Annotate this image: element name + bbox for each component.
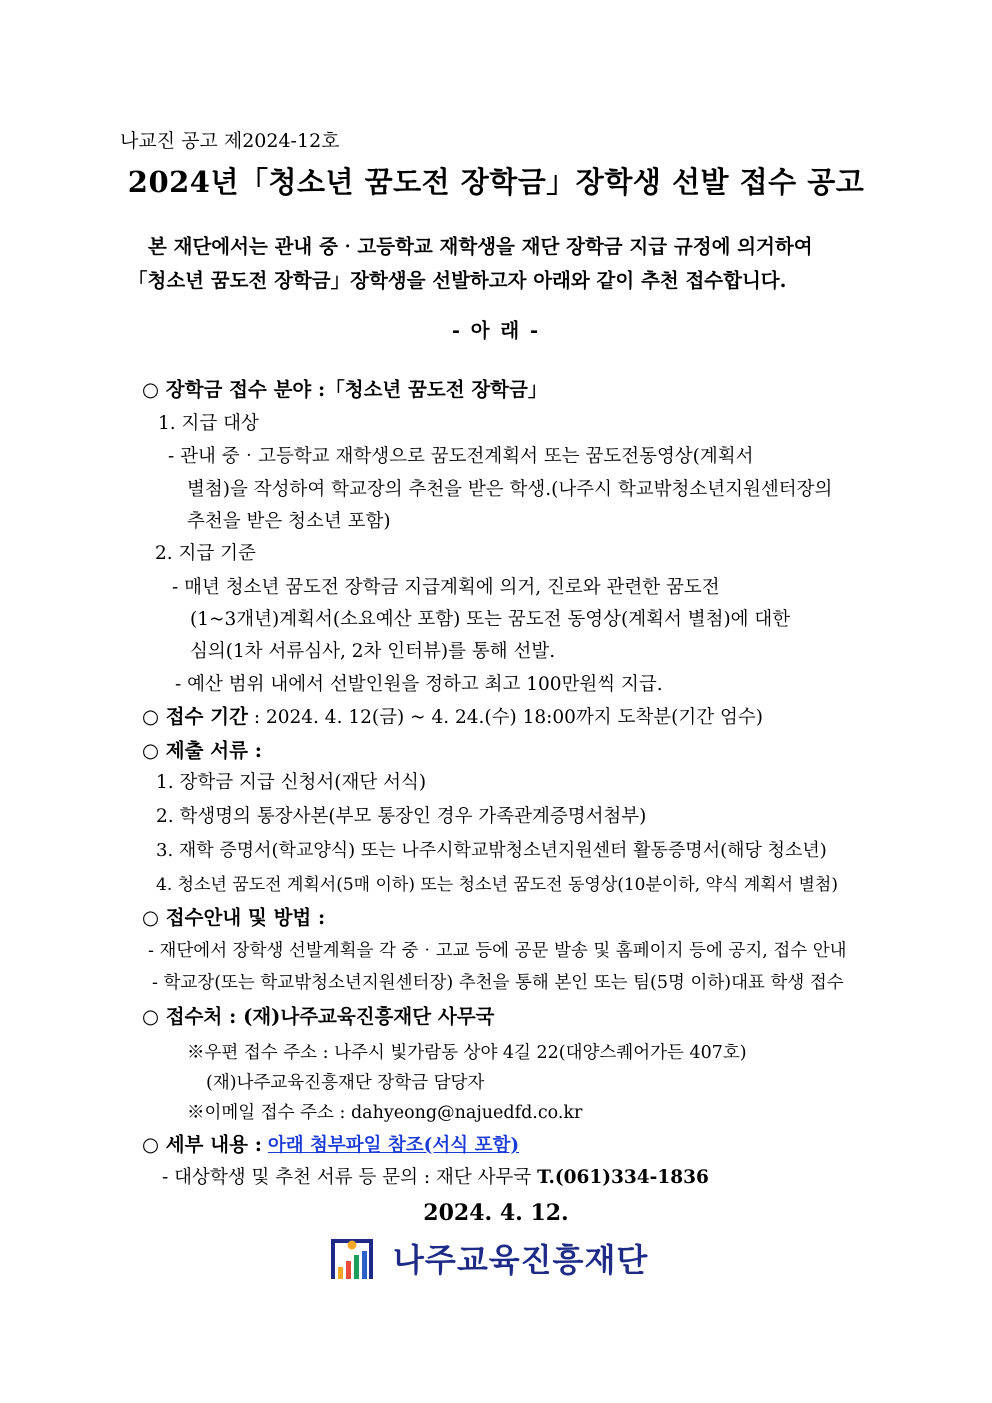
- target-heading: 1. 지급 대상: [158, 413, 259, 434]
- period-row: [142, 704, 763, 731]
- details-label: ○ 세부 내용 :: [142, 1133, 262, 1156]
- period-value: : 2024. 4. 12(금) ~ 4. 24.(수) 18:00까지 도착분(기간 엄수): [253, 707, 763, 728]
- inquiry-text: - 대상학생 및 추천 서류 등 문의 : 재단 사무국: [162, 1167, 532, 1188]
- method-item-1: - 재단에서 장학생 선발계획을 각 중‧고교 등에 공문 발송 및 홈페이지 등에 공지, 접수 안내: [148, 941, 847, 961]
- criteria-line-4: - 예산 범위 내에서 선발인원을 정하고 최고 100만원씩 지급.: [175, 674, 663, 695]
- inquiry-phone: T.(061)334-1836: [537, 1167, 709, 1188]
- attachment-link[interactable]: 아래 첨부파일 참조(서식 포함): [267, 1135, 520, 1156]
- foundation-logo-text: 나주교육진흥재단: [393, 1241, 649, 1279]
- period-label: ○ 접수 기간: [142, 705, 248, 728]
- post-address-line-1: ※우편 접수 주소 : 나주시 빛가람동 상야 4길 22(대양스퀘어가든 407호): [187, 1043, 747, 1063]
- intro-line-2: 「청소년 꿈도전 장학금」장학생을 선발하고자 아래와 같이 추천 접수합니다.: [128, 269, 787, 292]
- foundation-logo-icon: [327, 1233, 377, 1283]
- target-line-2: 별첨)을 작성하여 학교장의 추천을 받은 학생.(나주시 학교밖청소년지원센터장의: [187, 479, 833, 500]
- criteria-line-3: 심의(1차 서류심사, 2차 인터뷰)를 통해 선발.: [190, 641, 556, 662]
- office-heading: ○ 접수처 : (재)나주교육진흥재단 사무국: [142, 1005, 495, 1028]
- field-heading: ○ 장학금 접수 분야 :「청소년 꿈도전 장학금」: [142, 378, 548, 401]
- post-address-line-2: (재)나주교육진흥재단 장학금 담당자: [206, 1073, 485, 1093]
- criteria-heading: 2. 지급 기준: [155, 543, 256, 564]
- documents-heading: ○ 제출 서류 :: [142, 739, 262, 762]
- email-address-line: ※이메일 접수 주소 : dahyeong@najuedfd.co.kr: [187, 1103, 583, 1123]
- document-item-3: 3. 재학 증명서(학교양식) 또는 나주시학교밖청소년지원센터 활동증명서(해당 청소년): [156, 840, 827, 861]
- method-item-2: - 학교장(또는 학교밖청소년지원센터장) 추천을 통해 본인 또는 팀(5명 이하)대표 학생 접수: [152, 973, 844, 993]
- criteria-line-1: - 매년 청소년 꿈도전 장학금 지급계획에 의거, 진로와 관련한 꿈도전: [172, 577, 720, 598]
- criteria-line-2: (1~3개년)계획서(소요예산 포함) 또는 꿈도전 동영상(계획서 별첨)에 대한: [190, 609, 791, 630]
- document-item-1: 1. 장학금 지급 신청서(재단 서식): [156, 772, 427, 793]
- foundation-logo: [327, 1232, 657, 1284]
- document-item-4: 4. 청소년 꿈도전 계획서(5매 이하) 또는 청소년 꿈도전 동영상(10분이하, 약식 계획서 별첨): [156, 875, 838, 895]
- document-item-2: 2. 학생명의 통장사본(부모 통장인 경우 가족관계증명서첨부): [156, 806, 647, 827]
- details-row: [142, 1132, 519, 1159]
- notice-date: 2024. 4. 12.: [423, 1200, 569, 1226]
- intro-line-1: 본 재단에서는 관내 중‧고등학교 재학생을 재단 장학금 지급 규정에 의거하여: [148, 235, 813, 258]
- target-line-1: - 관내 중‧고등학교 재학생으로 꿈도전계획서 또는 꿈도전동영상(계획서: [168, 446, 754, 467]
- method-heading: ○ 접수안내 및 방법 :: [142, 906, 326, 929]
- notice-number: 나교진 공고 제2024-12호: [120, 130, 340, 152]
- target-line-3: 추천을 받은 청소년 포함): [187, 511, 391, 532]
- inquiry-row: [162, 1165, 709, 1191]
- below-marker: - 아 래 -: [451, 319, 541, 342]
- page-title: 2024년「청소년 꿈도전 장학금」장학생 선발 접수 공고: [127, 165, 865, 199]
